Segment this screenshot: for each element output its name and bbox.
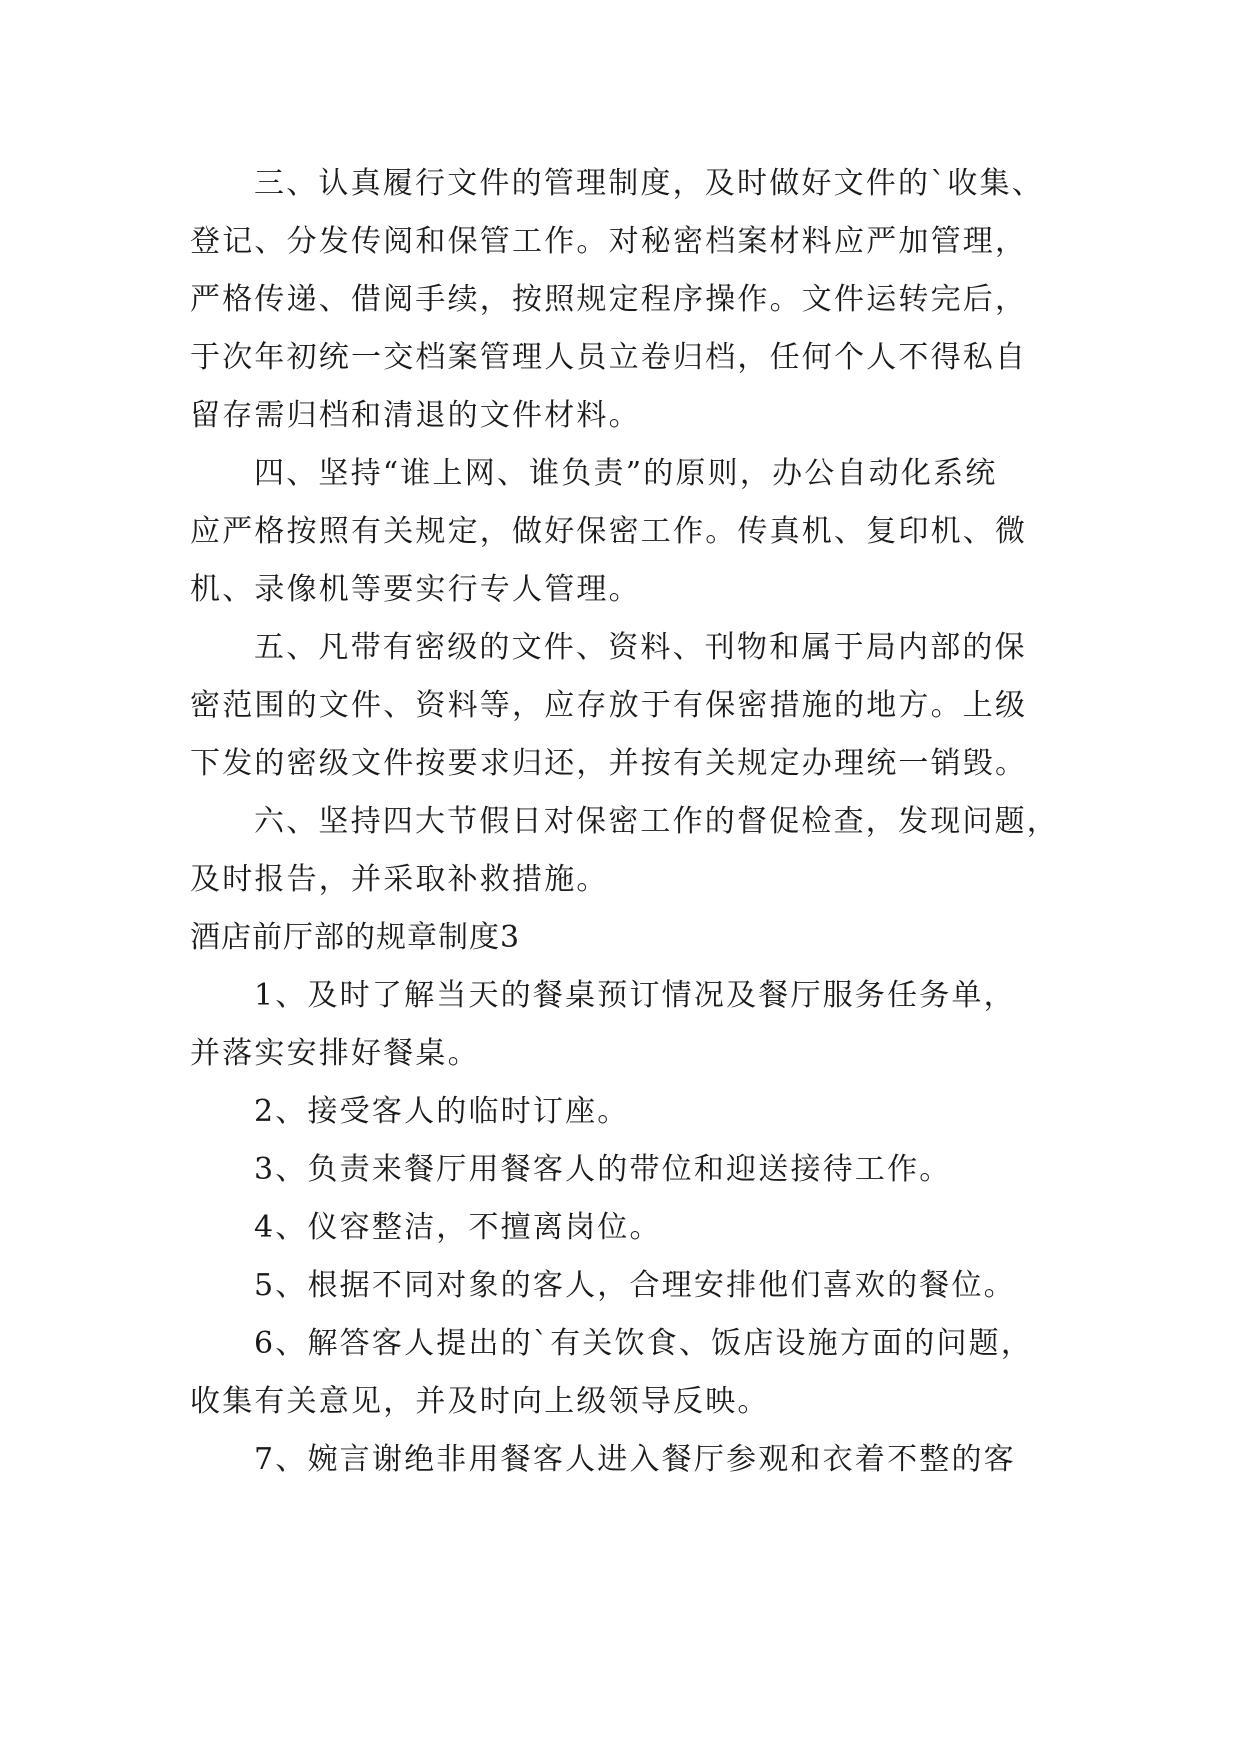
list-item xyxy=(190,1257,1070,1315)
text-line: 五、凡带有密级的文件、资料、刊物和属于局内部的保 xyxy=(254,630,1027,665)
document-page xyxy=(190,155,1070,1489)
text-line: 密范围的文件、资料等，应存放于有保密措施的地方。上级 xyxy=(190,688,1028,723)
list-item xyxy=(190,1083,1070,1141)
text-line: 六、坚持四大节假日对保密工作的督促检查，发现问题， xyxy=(254,804,1059,839)
list-item xyxy=(190,1141,1070,1199)
text-line: 4、仪容整洁，不擅离岗位。 xyxy=(254,1210,662,1245)
text-line: 下发的密级文件按要求归还，并按有关规定办理统一销毁。 xyxy=(190,746,1028,781)
text-line: 6、解答客人提出的`有关饮食、饭店设施方面的问题， xyxy=(254,1326,1034,1361)
text-line: 于次年初统一交档案管理人员立卷归档，任何个人不得私自 xyxy=(190,340,1028,375)
paragraph-rule-4 xyxy=(190,445,1070,619)
text-line: 5、根据不同对象的客人，合理安排他们喜欢的餐位。 xyxy=(254,1268,1016,1303)
list-item xyxy=(190,1431,1070,1489)
text-line: 3、负责来餐厅用餐客人的带位和迎送接待工作。 xyxy=(254,1152,952,1187)
list-item xyxy=(190,967,1070,1083)
text-line: 机、录像机等要实行专人管理。 xyxy=(190,572,641,607)
text-line: 留存需归档和清退的文件材料。 xyxy=(190,398,641,433)
text-line: 7、婉言谢绝非用餐客人进入餐厅参观和衣着不整的客 xyxy=(254,1442,1016,1477)
text-line: 应严格按照有关规定，做好保密工作。传真机、复印机、微 xyxy=(190,514,1028,549)
text-line: 并落实安排好餐桌。 xyxy=(190,1036,480,1071)
list-item xyxy=(190,1315,1070,1431)
text-line: 收集有关意见，并及时向上级领导反映。 xyxy=(190,1384,770,1419)
paragraph-rule-3 xyxy=(190,155,1070,445)
text-line: 严格传递、借阅手续，按照规定程序操作。文件运转完后， xyxy=(190,282,1028,317)
paragraph-rule-6 xyxy=(190,793,1070,909)
text-line: 2、接受客人的临时订座。 xyxy=(254,1094,630,1129)
text-line: 1、及时了解当天的餐桌预订情况及餐厅服务任务单， xyxy=(254,978,1016,1013)
text-line: 三、认真履行文件的管理制度，及时做好文件的`收集、 xyxy=(254,166,1044,201)
text-line: 登记、分发传阅和保管工作。对秘密档案材料应严加管理， xyxy=(190,224,1028,259)
text-line: 及时报告，并采取补救措施。 xyxy=(190,862,609,897)
list-item xyxy=(190,1199,1070,1257)
paragraph-rule-5 xyxy=(190,619,1070,793)
section-heading: 酒店前厅部的规章制度3 xyxy=(190,920,521,955)
text-line: 四、坚持“谁上网、谁负责”的原则，办公自动化系统 xyxy=(254,456,998,491)
